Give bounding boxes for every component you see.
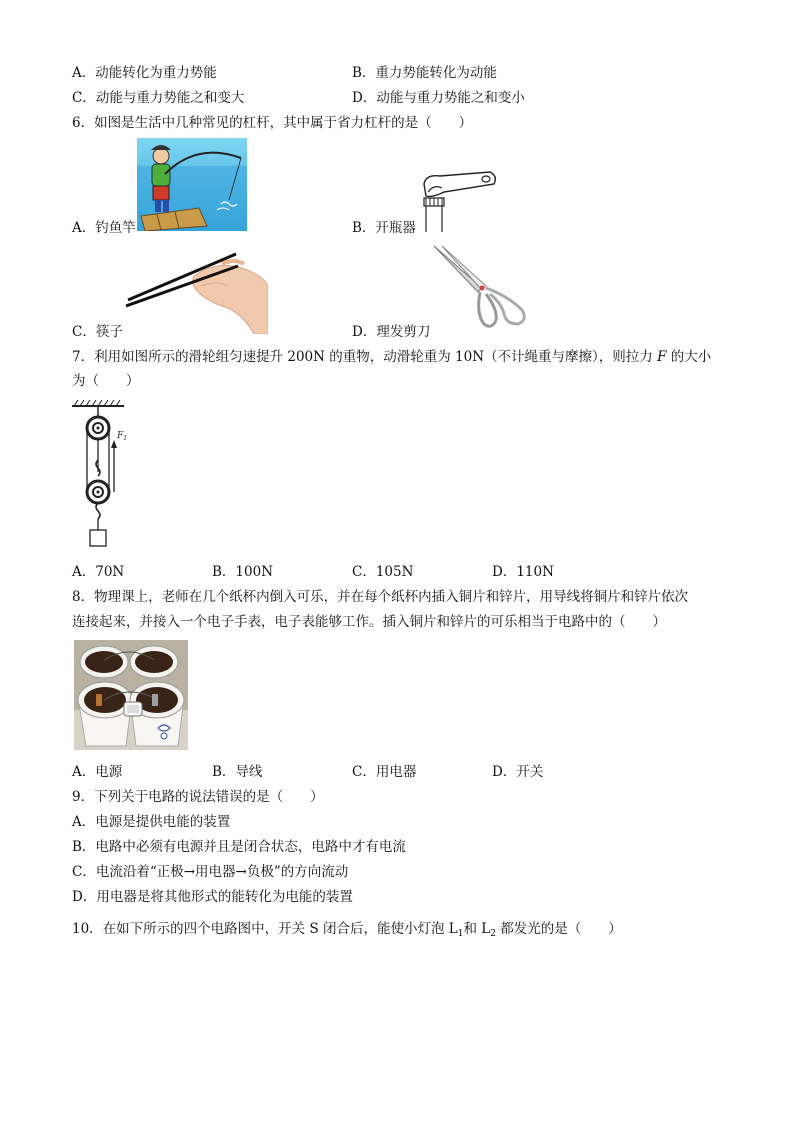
q6-stem: 6．如图是生活中几种常见的杠杆，其中属于省力杠杆的是（ ） [72, 115, 473, 131]
q7-option-c: C．105N [352, 564, 414, 580]
q7-stem-line1: 7．利用如图所示的滑轮组匀速提升 200N 的重物，动滑轮重为 10N（不计绳重与摩擦），则拉力 F 的大小 [72, 349, 712, 365]
q7-option-a: A．70N [72, 564, 125, 580]
q6-option-d: D．理发剪刀 [352, 324, 431, 340]
pulley-force-label: $F_1$ [117, 431, 128, 442]
fishing-rod-image [137, 138, 247, 231]
q5-option-a: A．动能转化为重力势能 [72, 65, 217, 81]
q8-stem-line1: 8．物理课上，老师在几个纸杯内倒入可乐，并在每个纸杯内插入铜片和锌片，用导线将铜片和锌片依次 [72, 589, 689, 605]
q5-option-c: C．动能与重力势能之和变大 [72, 90, 245, 106]
q5-option-b: B．重力势能转化为动能 [352, 65, 497, 81]
q6-option-b: B．开瓶器 [352, 220, 416, 236]
pulley-system-diagram [68, 400, 138, 550]
q7-option-b: B．100N [212, 564, 274, 580]
q8-option-a: A．电源 [72, 764, 123, 780]
q7-option-d: D．110N [492, 564, 554, 580]
q6-option-c: C．筷子 [72, 324, 123, 340]
q8-stem-line2: 连接起来，并接入一个电子手表，电子表能够工作。插入铜片和锌片的可乐相当于电路中的（ ） [72, 614, 666, 630]
scissors-image [432, 244, 532, 334]
q8-option-c: C．用电器 [352, 764, 417, 780]
q9-stem: 9．下列关于电路的说法错误的是（ ） [72, 789, 324, 805]
q9-option-a: A．电源是提供电能的装置 [72, 814, 231, 830]
q7-stem-line2: 为（ ） [72, 373, 140, 389]
q9-option-b: B．电路中必须有电源并且是闭合状态，电路中才有电流 [72, 839, 406, 855]
chopsticks-image [124, 246, 268, 334]
q8-option-b: B．导线 [212, 764, 263, 780]
q10-stem: 10．在如下所示的四个电路图中，开关 S 闭合后，能使小灯泡 $L_1$和 $L_2$ 都发光的是（ ） [72, 921, 622, 939]
q9-option-d: D．用电器是将其他形式的能转化为电能的装置 [72, 889, 353, 905]
q8-option-d: D．开关 [492, 764, 544, 780]
bottle-opener-image [418, 170, 498, 232]
force-symbol: F [657, 349, 667, 365]
q5-option-d: D．动能与重力势能之和变小 [352, 90, 525, 106]
cola-cups-photo [74, 640, 188, 750]
q9-option-c: C．电流沿着“正极→用电器→负极”的方向流动 [72, 864, 349, 880]
q6-option-a: A．钓鱼竿 [72, 220, 136, 236]
